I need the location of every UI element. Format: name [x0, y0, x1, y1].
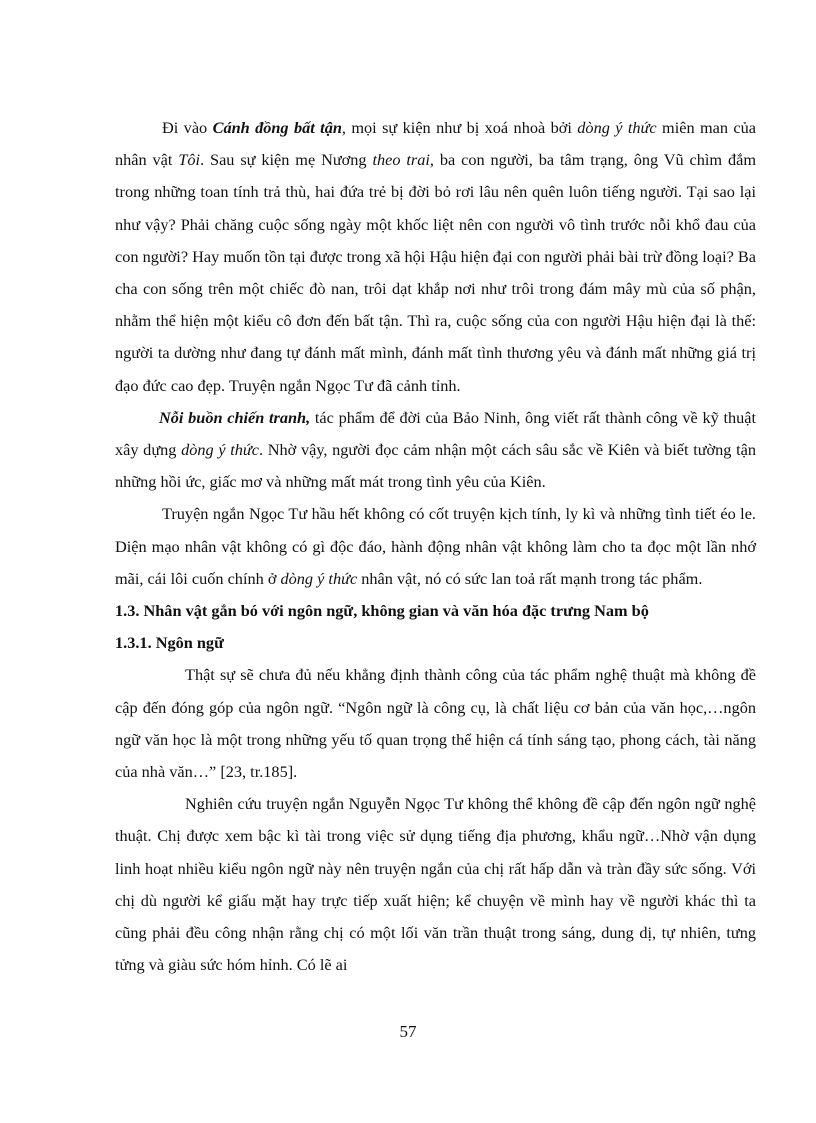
body-text	[115, 112, 756, 981]
text-run: nhân vật, nó có sức lan toả rất mạnh trong tác phẩm.	[357, 568, 703, 588]
text-run: miên man của nhân vật	[115, 118, 757, 170]
paragraph-2	[115, 402, 756, 499]
paragraph-1	[115, 112, 756, 402]
italic-term: dòng ý thức	[280, 568, 358, 588]
italic-term: dòng ý thức	[181, 440, 260, 460]
text-run: tác phẩm để đời của Bảo Ninh, ông viết rất thành công về kỹ thuật xây dựng	[115, 407, 756, 460]
text-run: Đi vào	[162, 118, 213, 137]
section-heading: 1.3. Nhân vật gắn bó với ngôn ngữ, không gian và văn hóa đặc trưng Nam bộ	[115, 601, 649, 621]
subsection-heading: 1.3.1. Ngôn ngữ	[115, 633, 224, 653]
work-title: Cánh đồng bất tận	[212, 118, 342, 137]
text-run: . Sau sự kiện mẹ Nương	[200, 150, 373, 170]
paragraph-4: Thật sự sẽ chưa đủ nếu khẳng định thành công của tác phẩm nghệ thuật mà không đề cập đến đóng góp của ngôn ngữ. “Ngôn ngữ là công cụ, là chất liệu cơ bản của văn học,…ngôn ngữ văn học là một trong những yếu tố quan trọng thể hiện cá tính sáng tạo, phong cách, tài năng của nhà văn…” [23, tr.185].	[115, 665, 756, 782]
text-run: , mọi sự kiện như bị xoá nhoà bởi	[341, 118, 578, 137]
text-run: Truyện ngắn Ngọc Tư hầu hết không có cốt truyện kịch tính, ly kì và những tình tiết éo le. Diện mạo nhân vật không có gì độc đáo, hành động nhân vật không làm cho ta đọc một lần nhớ mãi, cái lôi cuốn chính ở	[115, 504, 756, 588]
text-run: , ba con người, ba tâm trạng, ông Vũ chìm đắm trong những toan tính trả thù, hai đứa trẻ bị đời bỏ rơi lâu nên quên luôn tiếng người. Tại sao lại như vậy? Phải chăng cuộc sống ngày một khốc liệt nên con người vô tình trước nỗi khổ đau của con người? Hay muốn tồn tại được trong xã hội Hậu hiện đại con người phải bài trừ đồng loại? Ba cha con sống trên một chiếc đò nan, trôi dạt khắp nơi như trôi trong đám mây mù của số phận, nhằm thể hiện một kiểu cô đơn đến bất tận. Thì ra, cuộc sống của con người Hậu hiện đại là thế: người ta dường như đang tự đánh mất mình, đánh mất tình thương yêu và đánh mất những giá trị đạo đức cao đẹp. Truyện ngắn Ngọc Tư đã cảnh tỉnh.	[115, 150, 757, 395]
paragraph-3	[115, 498, 756, 595]
text-run: . Nhờ vậy, người đọc cảm nhận một cách sâu sắc về Kiên và biết tường tận những hồi ức, giấc mơ và những mất mát trong tình yêu của Kiên.	[115, 440, 756, 492]
work-title: Nỗi buồn chiến tranh,	[159, 407, 311, 427]
italic-term: theo trai	[372, 150, 430, 170]
page-number: 57	[399, 1022, 417, 1041]
italic-term: dòng ý thức	[577, 118, 657, 137]
paragraph-5: Nghiên cứu truyện ngắn Nguyễn Ngọc Tư không thể không đề cập đến ngôn ngữ nghệ thuật. Chị được xem bậc kì tài trong việc sử dụng tiếng địa phương, khẩu ngữ…Nhờ vận dụng linh hoạt nhiều kiểu ngôn ngữ này nên truyện ngắn của chị rất hấp dẫn và tràn đầy sức sống. Với chị dù người kể giấu mặt hay trực tiếp xuất hiện; kể chuyện về mình hay về người khác thì ta cũng phải đều công nhận rằng chị có một lối văn trần thuật trong sáng, dung dị, tự nhiên, tưng tửng và giàu sức hóm hỉnh. Có lẽ ai	[115, 794, 756, 975]
italic-term: Tôi	[178, 150, 201, 170]
